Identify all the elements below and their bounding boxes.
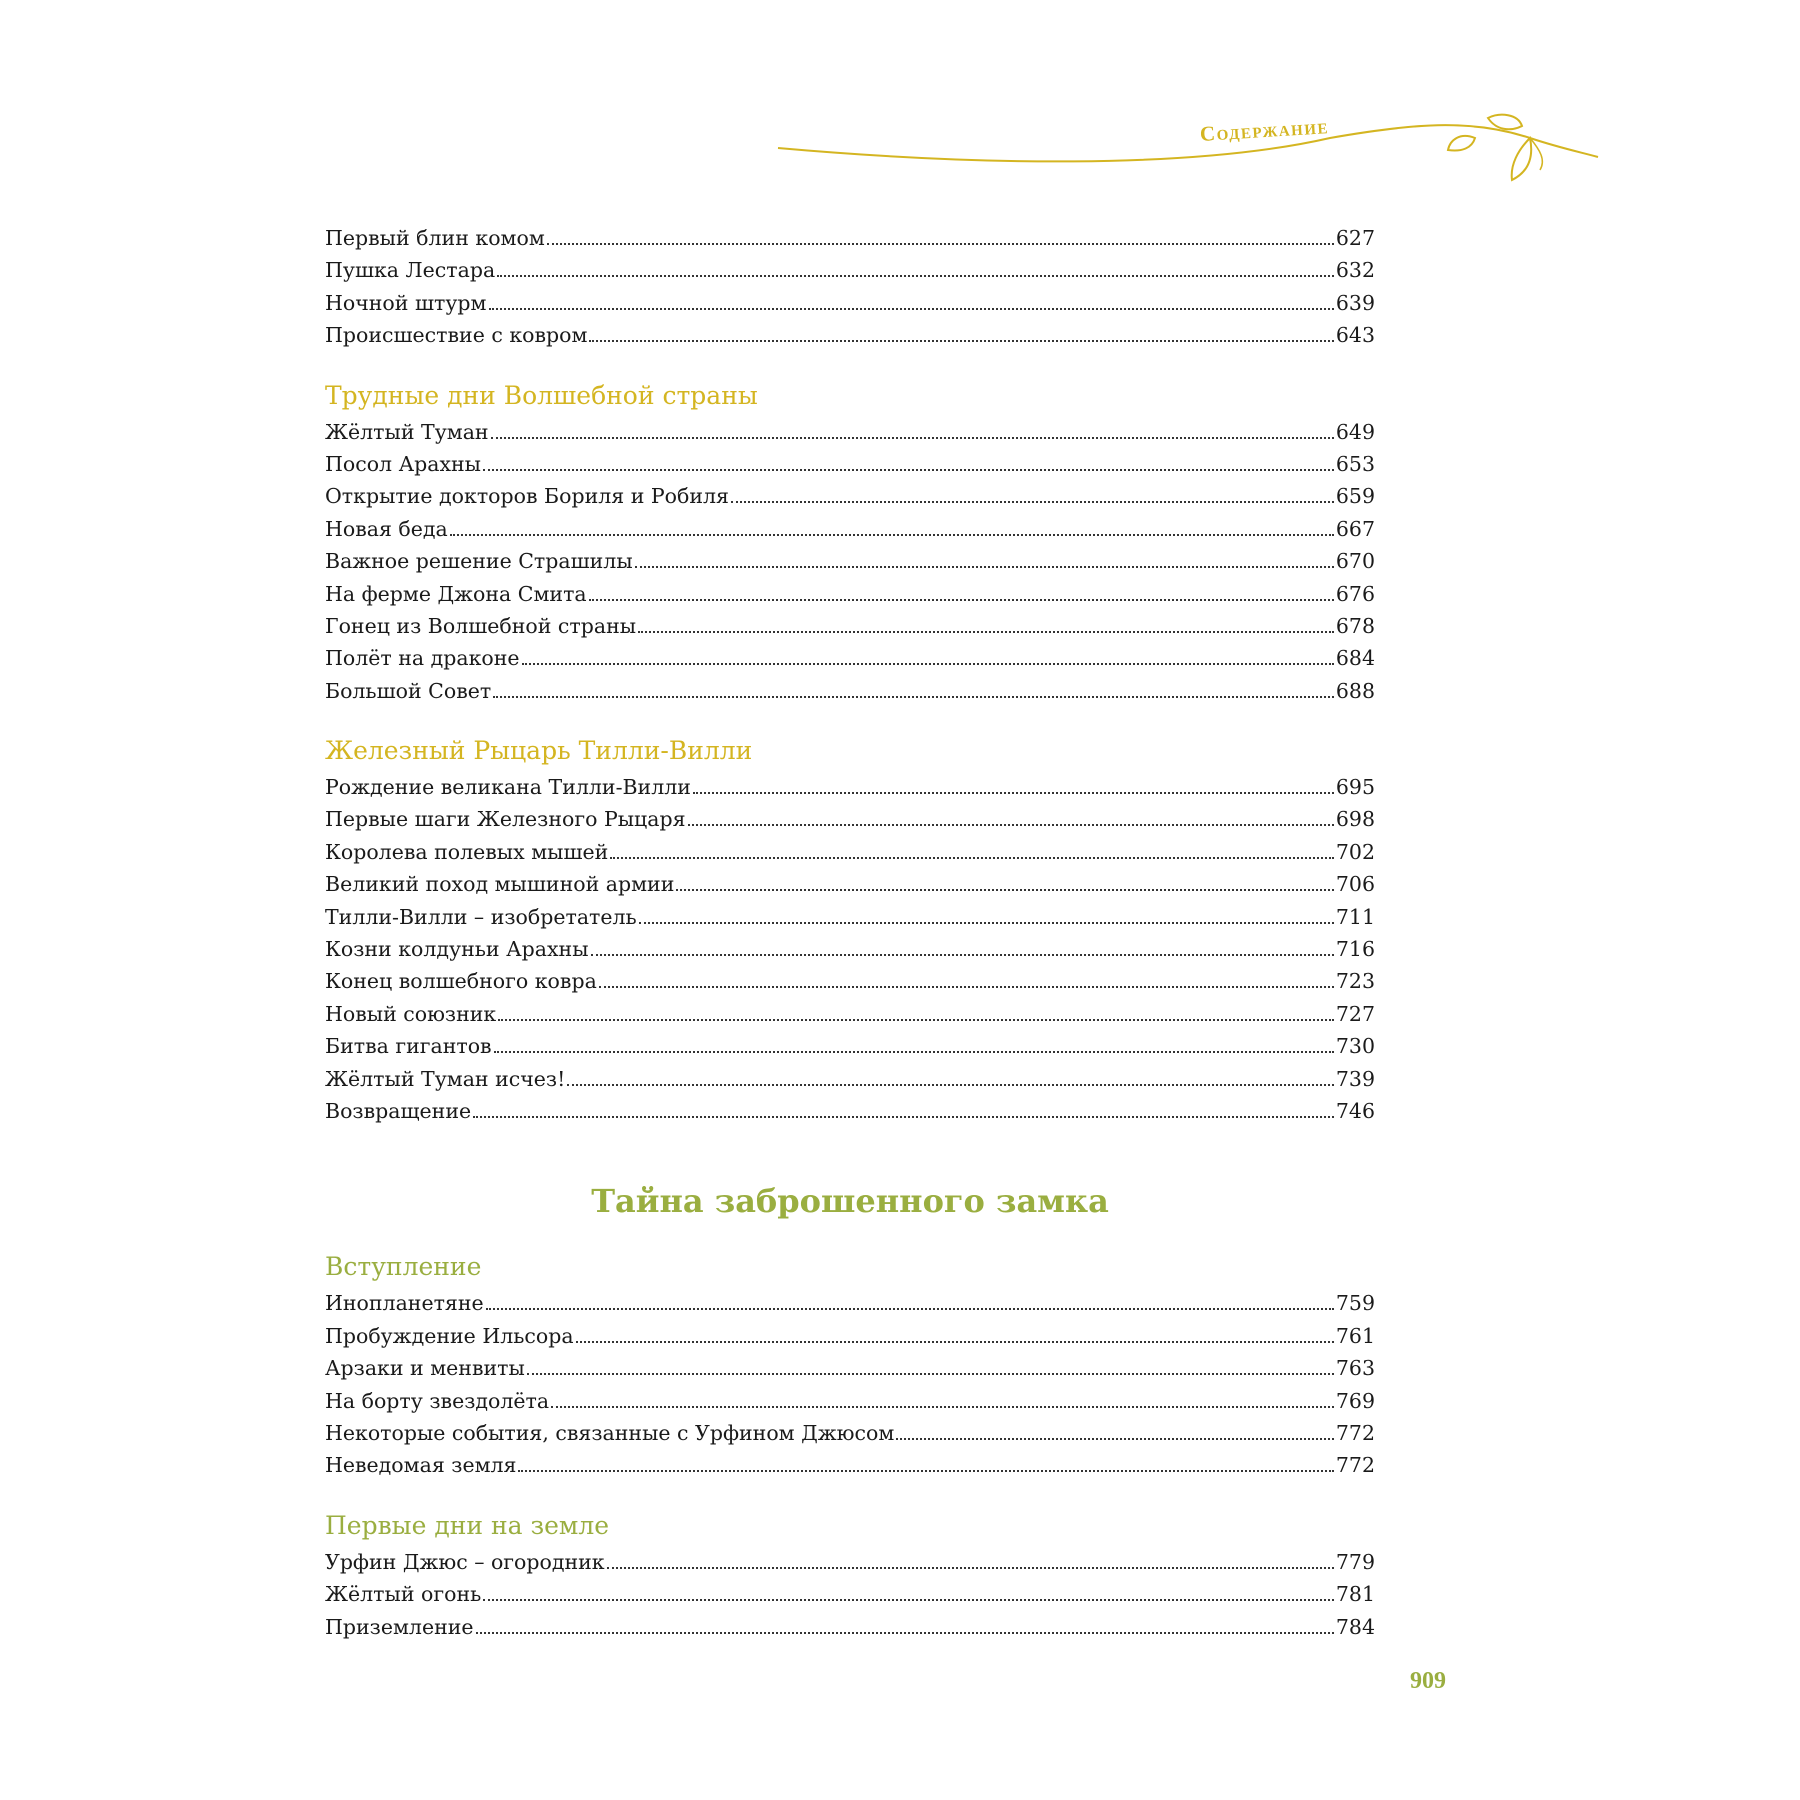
toc-entry-title: Битва гигантов [325,1034,492,1059]
toc-entry[interactable] [325,868,1375,900]
dot-leader [607,1563,1334,1569]
toc-entry[interactable] [325,287,1375,319]
toc-entry-page: 695 [1335,775,1375,800]
toc-entry-title: Первый блин комом [325,226,545,250]
toc-entry[interactable] [325,1385,1375,1417]
section-heading: Первые дни на земле [325,1510,610,1540]
toc-entry[interactable] [325,836,1375,868]
section-heading: Железный Рыцарь Тилли-Вилли [325,736,753,766]
toc-entry-title: Важное решение Страшилы [325,549,633,574]
dot-leader [493,692,1334,698]
toc-entry-title: Жёлтый Туман исчез! [325,1066,566,1091]
section-heading: Трудные дни Волшебной страны [325,380,758,410]
dot-leader [527,1369,1334,1375]
toc-entry[interactable] [325,545,1375,577]
toc-entry-title: Полёт на драконе [325,646,520,671]
toc-entry[interactable] [325,222,1375,254]
toc-entry-page: 746 [1335,1098,1375,1123]
toc-entry[interactable] [325,480,1375,512]
toc-entry-page: 739 [1335,1066,1375,1091]
dot-leader [589,336,1333,342]
toc-entry-page: 730 [1335,1034,1375,1059]
toc-entry-title: Первые шаги Железного Рыцаря [325,807,686,832]
toc-entry-page: 716 [1335,937,1375,962]
toc-entry-page: 711 [1335,904,1375,929]
book-title: Тайна заброшенного замка [591,1182,1109,1221]
dot-leader [635,562,1334,568]
dot-leader [486,1304,1334,1310]
toc-entry-title: Приземление [325,1614,474,1639]
toc-entry[interactable] [325,1095,1375,1127]
toc-entry-page: 684 [1335,646,1375,671]
dot-leader [497,271,1334,277]
toc-entry-page: 759 [1335,1291,1375,1316]
toc-entry-page: 659 [1335,484,1375,509]
toc-entry-page: 649 [1335,419,1375,444]
dot-leader [476,1628,1334,1634]
toc-entry-title: Королева полевых мышей [325,839,609,864]
toc-entry-title: Жёлтый Туман [325,419,489,444]
toc-entry-page: 706 [1335,872,1375,897]
toc-entry-title: Инопланетяне [325,1291,484,1316]
section-heading: Вступление [325,1252,482,1282]
toc-entry-title: Большой Совет [325,678,492,703]
toc-entry-title: Открытие докторов Бориля и Робиля [325,484,729,509]
toc-entry-title: Возвращение [325,1098,472,1123]
dot-leader [518,1466,1333,1472]
toc-entry[interactable] [325,1449,1375,1481]
toc-entry-title: Пушка Лестара [325,258,496,283]
toc-entry[interactable] [325,933,1375,965]
toc-entry[interactable] [325,901,1375,933]
dot-leader [483,465,1334,471]
toc-entry[interactable] [325,675,1375,707]
toc-entry[interactable] [325,254,1375,286]
toc-entry[interactable] [325,1063,1375,1095]
toc-entry-title: Гонец из Волшебной страны [325,613,637,638]
toc-entry-title: Конец волшебного ковра [325,969,597,994]
toc-entry[interactable] [325,1320,1375,1352]
toc-entry-page: 772 [1335,1420,1375,1445]
dot-leader [639,918,1334,924]
toc-entry-page: 678 [1335,613,1375,638]
toc-entry-title: Новая беда [325,516,448,541]
toc-entry[interactable] [325,1611,1375,1643]
toc-entry[interactable] [325,1417,1375,1449]
dot-leader [638,627,1334,633]
toc-entry-title: Рождение великана Тилли-Вилли [325,775,691,800]
toc-entry[interactable] [325,1030,1375,1062]
toc-entry-title: На ферме Джона Смита [325,581,587,606]
book-2-contents [325,1243,1375,1643]
book-1-contents [325,222,1375,1127]
dot-leader [489,304,1334,310]
toc-entry-page: 779 [1335,1549,1375,1574]
toc-entry[interactable] [325,965,1375,997]
toc-entry-title: Козни колдуньи Арахны [325,937,589,962]
dot-leader [522,659,1334,665]
dot-leader [473,1112,1334,1118]
toc-entry-page: 643 [1335,323,1375,348]
toc-entry-title: Происшествие с ковром [325,323,588,348]
toc-entry[interactable] [325,319,1375,351]
toc-entry-page: 670 [1335,549,1375,574]
toc-entry-page: 639 [1335,290,1375,315]
toc-entry-page: 698 [1335,807,1375,832]
dot-leader [688,820,1334,826]
toc-entry[interactable] [325,998,1375,1030]
dot-leader [693,788,1334,794]
dot-leader [494,1047,1334,1053]
dot-leader [567,1080,1334,1086]
toc-entry-title: Великий поход мышиной армии [325,872,675,897]
dot-leader [599,982,1334,988]
toc-entry[interactable] [325,642,1375,674]
page-number: 909 [1410,1668,1446,1694]
toc-entry[interactable] [325,610,1375,642]
dot-leader [498,1015,1334,1021]
toc-entry-page: 702 [1335,839,1375,864]
toc-entry-page: 761 [1335,1323,1375,1348]
running-header-title: Содержание [1199,114,1330,146]
dot-leader [591,950,1334,956]
dot-leader [589,595,1334,601]
toc-entry-page: 632 [1335,258,1375,283]
dot-leader [896,1434,1334,1440]
toc-entry-page: 781 [1335,1582,1375,1607]
toc-entry[interactable] [325,1546,1375,1578]
table-of-contents [325,222,1375,1643]
toc-entry[interactable] [325,416,1375,448]
toc-entry-page: 769 [1335,1388,1375,1413]
dot-leader [610,853,1334,859]
toc-entry[interactable] [325,771,1375,803]
dot-leader [491,433,1334,439]
toc-entry-title: Неведомая земля [325,1453,517,1478]
toc-entry-title: Тилли-Вилли – изобретатель [325,904,637,929]
toc-entry[interactable] [325,448,1375,480]
dot-leader [450,530,1334,536]
toc-entry-page: 772 [1335,1453,1375,1478]
toc-entry-title: На борту звездолёта [325,1388,550,1413]
toc-entry-page: 727 [1335,1001,1375,1026]
dot-leader [483,1595,1334,1601]
toc-entry-page: 667 [1335,516,1375,541]
toc-entry[interactable] [325,578,1375,610]
toc-entry[interactable] [325,513,1375,545]
toc-entry-title: Ночной штурм [325,290,487,315]
toc-entry-page: 763 [1335,1356,1375,1381]
dot-leader [576,1337,1334,1343]
toc-entry-page: 784 [1335,1614,1375,1639]
leaf-sprig-icon [770,110,1600,200]
toc-entry-page: 688 [1335,678,1375,703]
toc-entry-title: Жёлтый огонь [325,1582,482,1607]
toc-entry-page: 627 [1335,226,1375,250]
dot-leader [551,1402,1334,1408]
dot-leader [547,239,1334,245]
toc-entry-title: Арзаки и менвиты [325,1356,525,1381]
toc-entry[interactable] [325,1578,1375,1610]
toc-entry-page: 676 [1335,581,1375,606]
toc-entry-title: Урфин Джюс – огородник [325,1549,605,1574]
toc-entry[interactable] [325,803,1375,835]
toc-entry[interactable] [325,1352,1375,1384]
dot-leader [731,497,1334,503]
toc-entry-title: Пробуждение Ильсора [325,1323,574,1348]
toc-entry-title: Новый союзник [325,1001,497,1026]
toc-entry-page: 723 [1335,969,1375,994]
dot-leader [676,885,1333,891]
toc-entry-title: Некоторые события, связанные с Урфином Джюсом [325,1420,895,1445]
toc-entry[interactable] [325,1287,1375,1319]
toc-entry-page: 653 [1335,451,1375,476]
toc-entry-title: Посол Арахны [325,451,481,476]
